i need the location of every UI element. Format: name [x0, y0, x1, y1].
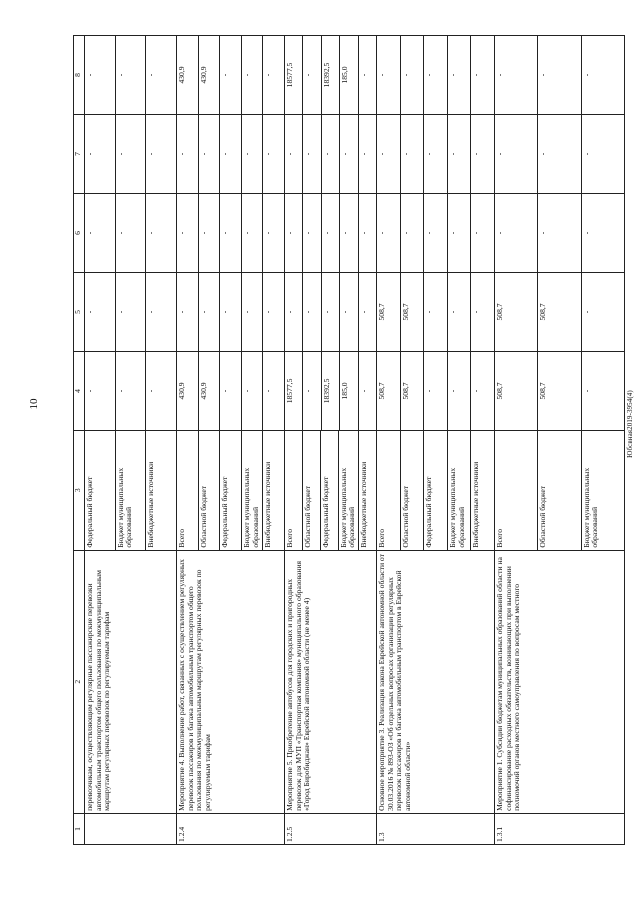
value-column-7	[377, 115, 495, 194]
value-cell: -	[581, 152, 591, 156]
measure-name: перевозчикам, осуществляющим регулярные пассажирские перевозки автомобильным транспортом общего пользования по межмуниципальным маршрутам регулярных перевозок по регулируемым тарифам	[85, 550, 177, 813]
value-cell: -	[358, 231, 368, 235]
value-column-7	[177, 115, 285, 194]
value-cell: -	[220, 36, 242, 114]
funding-table	[73, 35, 625, 845]
value-column-7	[285, 115, 377, 194]
page-number: 10	[28, 398, 40, 410]
value-cell: -	[424, 352, 448, 430]
value-cell: -	[220, 352, 242, 430]
funding-source: Областной бюджет	[538, 431, 581, 550]
value-cell: -	[220, 115, 242, 193]
value-cell: -	[285, 194, 303, 272]
value-cell: -	[116, 194, 147, 272]
measure-name: Мероприятие 4. Выполнение работ, связанных с осуществлением регулярных перевозок пассажиров и багажа автомобильным транспортом общего пользования по межмуниципальным маршрутам регулярных перевозок по регулируемым тарифам	[177, 550, 285, 813]
funding-sources	[495, 430, 625, 550]
value-cell: -	[340, 115, 358, 193]
value-column-5	[85, 272, 177, 351]
value-cell: -	[538, 36, 581, 114]
funding-source: Всего	[285, 431, 303, 550]
value-cell: -	[377, 36, 401, 114]
value-cell: 430,9	[177, 36, 199, 114]
value-cell: -	[471, 310, 481, 314]
value-cell: -	[85, 36, 116, 114]
value-column-4	[85, 351, 177, 430]
funding-source: Областной бюджет	[199, 431, 221, 550]
value-cell: -	[85, 352, 116, 430]
measure-name: Мероприятие 1. Субсидии бюджетам муниципальных образований области на софинансирование расходных обязательств, возникающих при выполнении полномочий органов местного самоуправления по вопросам местного	[495, 550, 625, 813]
value-cell: -	[448, 352, 472, 430]
row-number: 1.2.5	[285, 813, 377, 844]
table-row	[85, 36, 177, 845]
value-cell: -	[242, 273, 264, 351]
value-cell: -	[303, 273, 321, 351]
value-cell: -	[303, 352, 321, 430]
funding-source: Областной бюджет	[401, 431, 425, 550]
value-cell: -	[146, 73, 156, 77]
value-cell: -	[199, 273, 221, 351]
value-cell: -	[538, 115, 581, 193]
value-column-6	[85, 193, 177, 272]
value-column-4	[285, 351, 377, 430]
value-cell: -	[471, 231, 481, 235]
value-cell: -	[581, 231, 591, 235]
header-cell: 2	[74, 550, 85, 813]
value-cell: -	[303, 36, 321, 114]
table-row	[377, 36, 495, 845]
value-cell: -	[495, 194, 538, 272]
value-column-6	[495, 193, 625, 272]
value-column-6	[285, 193, 377, 272]
header-row	[74, 36, 85, 845]
value-cell: -	[177, 115, 199, 193]
table-row	[285, 36, 377, 845]
value-cell: -	[401, 194, 425, 272]
row-number: 1.2.4	[177, 813, 285, 844]
value-cell: -	[303, 194, 321, 272]
table-row	[177, 36, 285, 845]
value-cell: -	[177, 194, 199, 272]
value-cell: -	[263, 73, 273, 77]
value-cell: -	[358, 152, 368, 156]
value-column-6	[377, 193, 495, 272]
header-cell: 6	[74, 193, 85, 272]
value-cell: -	[471, 73, 481, 77]
header-cell: 7	[74, 115, 85, 194]
value-column-5	[377, 272, 495, 351]
value-column-4	[495, 351, 625, 430]
funding-sources	[377, 430, 495, 550]
value-column-4	[177, 351, 285, 430]
value-cell: 430,9	[177, 352, 199, 430]
value-cell: -	[263, 231, 273, 235]
value-cell: 430,9	[199, 36, 221, 114]
value-cell: -	[263, 389, 273, 393]
funding-source: Областной бюджет	[303, 431, 321, 550]
funding-source: Внебюджетные источники	[471, 461, 481, 548]
value-cell: 508,7	[538, 352, 581, 430]
rotated-table-container	[73, 35, 613, 845]
funding-sources	[285, 430, 377, 550]
header-cell: 8	[74, 36, 85, 115]
value-cell: 18392,5	[322, 36, 340, 114]
header-cell: 5	[74, 272, 85, 351]
value-column-5	[285, 272, 377, 351]
value-cell: -	[242, 115, 264, 193]
row-number	[85, 813, 177, 844]
value-cell: -	[358, 389, 368, 393]
measure-name: Основное мероприятие 3. Реализация закона Еврейской автономной области от 30.03.2016 № 893-ОЗ «Об отдельных вопросах организации регулярных перевозок пассажиров и багажа автомобильным транспортом в Еврейской автономной области»	[377, 550, 495, 813]
value-cell: -	[263, 310, 273, 314]
value-cell: -	[424, 273, 448, 351]
value-cell: -	[285, 273, 303, 351]
value-cell: -	[495, 36, 538, 114]
value-cell: 508,7	[495, 352, 538, 430]
value-cell: -	[199, 194, 221, 272]
value-cell: -	[424, 194, 448, 272]
funding-source: Бюджет муниципальных образований	[242, 431, 264, 550]
value-cell: -	[303, 115, 321, 193]
value-cell: -	[424, 115, 448, 193]
table-row	[495, 36, 625, 845]
value-column-8	[495, 36, 625, 115]
value-cell: -	[401, 115, 425, 193]
value-column-8	[85, 36, 177, 115]
value-cell: -	[146, 389, 156, 393]
value-cell: -	[116, 273, 147, 351]
value-cell: 18392,5	[322, 352, 340, 430]
value-column-5	[495, 272, 625, 351]
value-cell: -	[358, 310, 368, 314]
value-cell: -	[377, 115, 401, 193]
value-cell: 508,7	[401, 352, 425, 430]
value-cell: -	[146, 231, 156, 235]
value-cell: 18577,5	[285, 352, 303, 430]
value-cell: 430,9	[199, 352, 221, 430]
value-cell: -	[85, 115, 116, 193]
value-cell: -	[581, 310, 591, 314]
value-cell: -	[340, 194, 358, 272]
value-cell: -	[263, 152, 273, 156]
value-cell: -	[85, 273, 116, 351]
header-cell: 1	[74, 813, 85, 844]
value-cell: -	[116, 36, 147, 114]
funding-source: Всего	[177, 431, 199, 550]
value-column-8	[177, 36, 285, 115]
value-cell: -	[581, 73, 591, 77]
value-cell: -	[495, 115, 538, 193]
value-cell: -	[322, 115, 340, 193]
measure-name: Мероприятие 5. Приобретение автобусов для городских и пригородных перевозок для МУП «Транспортная компания» муниципального образования «Город Биробиджан» Еврейской автономной области (не менее 4)	[285, 550, 377, 813]
value-column-5	[177, 272, 285, 351]
value-column-8	[377, 36, 495, 115]
value-cell: -	[448, 36, 472, 114]
funding-source: Внебюджетные источники	[359, 461, 369, 548]
value-cell: 508,7	[401, 273, 425, 351]
value-cell: -	[471, 389, 481, 393]
value-cell: -	[448, 273, 472, 351]
funding-source: Внебюджетные источники	[146, 461, 156, 548]
value-cell: -	[401, 36, 425, 114]
value-cell: -	[177, 273, 199, 351]
value-cell: -	[199, 115, 221, 193]
funding-source: Бюджет муниципальных образований	[116, 431, 147, 550]
value-cell: -	[220, 273, 242, 351]
value-column-8	[285, 36, 377, 115]
value-column-6	[177, 193, 285, 272]
value-cell: -	[340, 273, 358, 351]
funding-source: Федеральный бюджет	[85, 431, 116, 550]
funding-source: Федеральный бюджет	[220, 431, 242, 550]
value-cell: -	[358, 73, 368, 77]
value-cell: -	[285, 115, 303, 193]
value-cell: -	[322, 194, 340, 272]
value-cell: -	[242, 36, 264, 114]
row-number: 1.3	[377, 813, 495, 844]
header-cell: 4	[74, 351, 85, 430]
value-cell: 508,7	[495, 273, 538, 351]
funding-source: Федеральный бюджет	[424, 431, 448, 550]
value-cell: -	[448, 194, 472, 272]
value-cell: 18577,5	[285, 36, 303, 114]
funding-source: Всего	[495, 431, 538, 550]
value-cell: -	[116, 352, 147, 430]
value-cell: -	[581, 389, 591, 393]
value-cell: -	[377, 194, 401, 272]
funding-sources	[85, 430, 177, 550]
value-cell: -	[116, 115, 147, 193]
value-cell: 185,0	[340, 352, 358, 430]
row-number: 1.3.1	[495, 813, 625, 844]
value-column-4	[377, 351, 495, 430]
header-cell: 3	[74, 430, 85, 550]
funding-source: Всего	[377, 431, 401, 550]
value-column-7	[495, 115, 625, 194]
value-cell: -	[471, 152, 481, 156]
value-cell: -	[448, 115, 472, 193]
funding-source: Внебюджетные источники	[263, 461, 273, 548]
value-cell: 185,0	[340, 36, 358, 114]
funding-source: Бюджет муниципальных образований	[339, 431, 359, 550]
value-cell: 508,7	[377, 352, 401, 430]
value-cell: -	[424, 36, 448, 114]
value-cell: -	[146, 152, 156, 156]
value-cell: -	[146, 310, 156, 314]
value-cell: -	[242, 194, 264, 272]
value-cell: -	[220, 194, 242, 272]
value-cell: -	[242, 352, 264, 430]
funding-source: Бюджет муниципальных образований	[581, 467, 600, 548]
funding-source: Федеральный бюджет	[321, 431, 339, 550]
value-cell: -	[322, 273, 340, 351]
document-code: Юбсвная2019-3954(4)	[626, 390, 634, 458]
funding-source: Бюджет муниципальных образований	[448, 431, 472, 550]
value-column-7	[85, 115, 177, 194]
value-cell: -	[85, 194, 116, 272]
value-cell: 508,7	[377, 273, 401, 351]
funding-sources	[177, 430, 285, 550]
value-cell: 508,7	[538, 273, 581, 351]
value-cell: -	[538, 194, 581, 272]
